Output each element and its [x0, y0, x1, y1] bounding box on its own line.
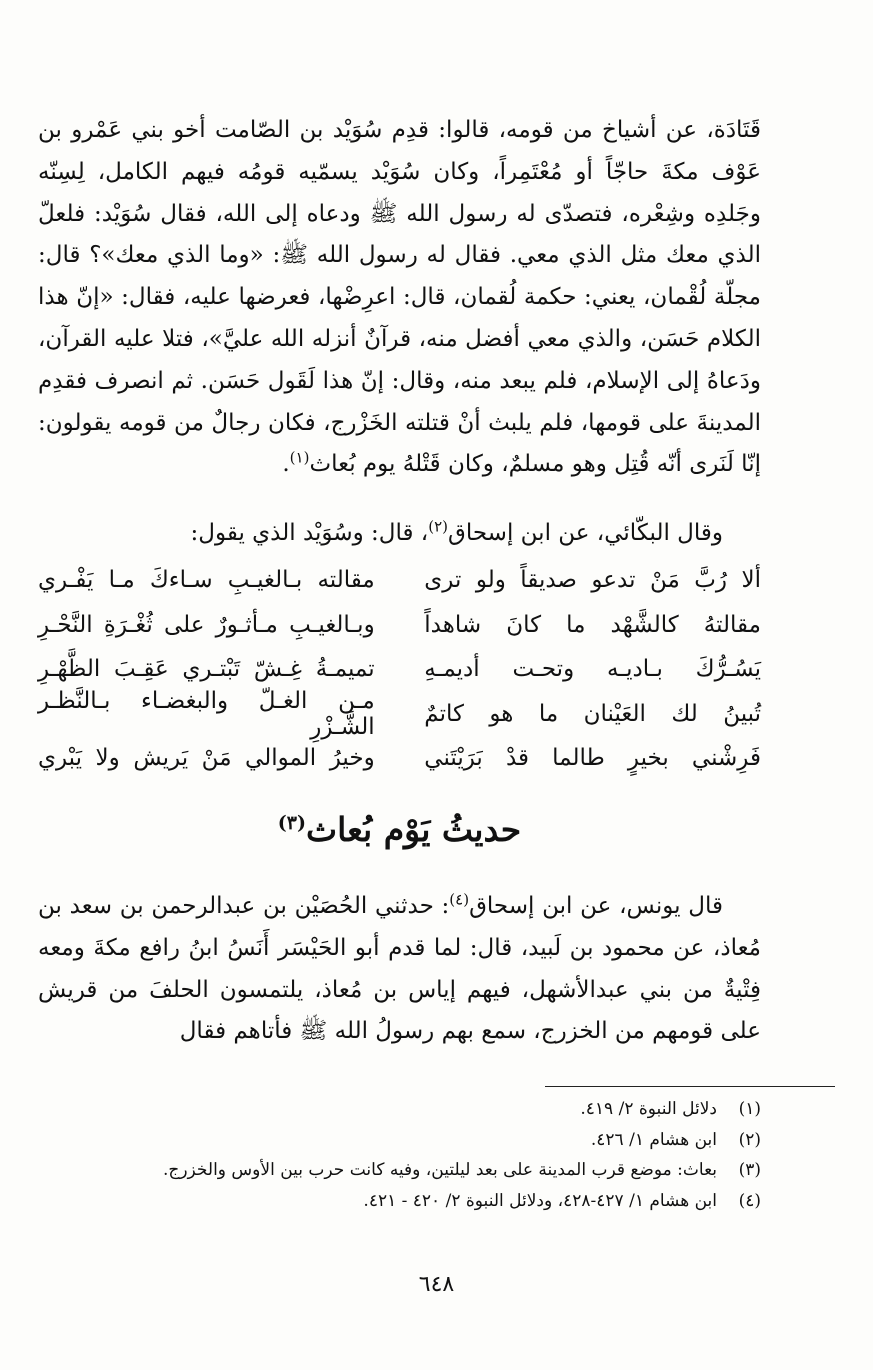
footnote-item — [38, 1155, 761, 1186]
poem-second-hemistich: مـن الغـلّ والبغضـاء بـالنَّظـر الشَّـزْرِ — [37, 687, 375, 740]
footnote-ref-4: (٤) — [449, 890, 470, 909]
section-heading-title: حديثُ يَوْم بُعاث — [306, 810, 522, 849]
footnote-number: (٢) — [738, 1129, 761, 1150]
footnote-number: (١) — [738, 1099, 761, 1119]
footnote-text: ابن هشام ١/ ٤٢٦. — [590, 1129, 717, 1150]
poem-first-hemistich: يَسُـرُّكَ بـاديـه وتحـت أديمـهِ — [424, 656, 761, 683]
paragraph-2 — [38, 513, 761, 555]
paragraph-2-text-b: ، قال: وسُوَيْد الذي يقول: — [190, 520, 429, 546]
footnote-text: بعاث: موضع قرب المدينة على بعد ليلتين، وفيه كانت حرب بين الأوس والخزرج. — [162, 1160, 717, 1180]
paragraph-1-end: . — [282, 451, 290, 478]
footnote-divider — [545, 1086, 835, 1087]
poem-verse — [38, 603, 761, 648]
footnote-item — [38, 1094, 761, 1125]
poem-verse — [38, 736, 761, 781]
footnote-text: ابن هشام ١/ ٤٢٧-٤٢٨، ودلائل النبوة ٢/ ٤٢٠ - ٤٢١. — [363, 1190, 717, 1211]
footnote-ref-1: (١) — [289, 448, 310, 467]
footnote-ref-2: (٢) — [428, 517, 448, 536]
poem-first-hemistich: مقالتهُ كالشَّهْد ما كانَ شاهداً — [424, 611, 761, 638]
poem-verse — [38, 647, 761, 692]
poem-second-hemistich: مقالته بـالغيـبِ سـاءكَ مـا يَفْـري — [37, 567, 375, 594]
footnote-ref-3: (٣) — [277, 812, 307, 834]
paragraph-3 — [38, 886, 761, 1053]
section-heading — [38, 810, 761, 849]
paragraph-2-text-a: وقال البكّائي، عن ابن إسحاق — [447, 520, 723, 546]
page-number: ٦٤٨ — [418, 1272, 455, 1297]
poem-second-hemistich: وخيرُ الموالي مَنْ يَريش ولا يَبْري — [37, 745, 375, 772]
footnote-item — [38, 1125, 761, 1156]
poem-first-hemistich: تُبينُ لك العَيْنان ما هو كاتمٌ — [424, 700, 761, 727]
poem-second-hemistich: تميمـةُ غِـشّ تَبْتـري عَقِـبَ الظَّهْـرِ — [37, 656, 375, 683]
poem-first-hemistich: فَرِشْني بخيرٍ طالما قدْ بَرَيْتَني — [424, 745, 761, 772]
footnote-text: دلائل النبوة ٢/ ٤١٩. — [580, 1099, 717, 1119]
paragraph-1-text: قَتَادَة، عن أشياخ من قومه، قالوا: قدِم سُوَيْد بن الصّامت أخو بني عَمْرو بن عَوْف مكةَ حاجّاً أو مُعْتَمِراً، وكان سُوَيْد يسمّيه قومُه فيهم الكامل، لِسِنّه وجَلدِه وشِعْره، فتصدّى له رسول الله ﷺ ودعاه إلى الله، فقال سُوَيْد: فلعلّ الذي معك مثل الذي معي. فقال له رسول الله ﷺ: «وما الذي معك»؟ قال: مجلّة لُقْمان، يعني: حكمة لُقمان، قال: اعرِضْها، فعرضها عليه، فقال: «إنّ هذا الكلام حَسَن، والذي معي أفضل منه، قرآنٌ أنزله الله عليَّ»، فتلا عليه القرآن، ودَعاهُ إلى الإسلام، فلم يبعد منه، وقال: إنّ هذا لَقَول حَسَن. ثم انصرف فقدِم المدينةَ على قومها، فلم يلبث أنْ قتلته الخَزْرج، فكان رجالٌ من قومه يقولون: إنّا لَنَرى أنّه قُتِل وهو مسلمٌ، وكان قَتْلهُ يوم بُعاث — [38, 117, 761, 478]
poem-first-hemistich: ألا رُبَّ مَنْ تدعو صديقاً ولو ترى — [424, 567, 761, 594]
paragraph-3-text-b: : حدثني الحُصَيْن بن عبدالرحمن بن سعد بن مُعاذ، عن محمود بن لَبيد، قال: لما قدم أبو الحَيْسَر أَنَسُ ابنُ رافع مكةَ ومعه فِتْيةٌ من بني عبدالأشهل، فيهم إياس بن مُعاذ، يلتمسون الحلفَ من قريش على قومهم من الخزرج، سمع بهم رسولُ الله ﷺ فأتاهم فقال — [38, 893, 761, 1045]
footnotes — [38, 1094, 761, 1216]
poem — [38, 558, 761, 781]
footnote-number: (٤) — [738, 1190, 761, 1211]
footnote-number: (٣) — [738, 1160, 761, 1180]
paragraph-1 — [38, 110, 761, 486]
poem-verse — [37, 687, 761, 740]
poem-verse — [38, 558, 761, 603]
paragraph-3-text-a: قال يونس، عن ابن إسحاق — [469, 893, 723, 919]
poem-second-hemistich: وبـالغيـبِ مـأثـورٌ على ثُغْـرَةِ النَّحْـرِ — [37, 611, 375, 638]
footnote-item — [38, 1186, 761, 1217]
